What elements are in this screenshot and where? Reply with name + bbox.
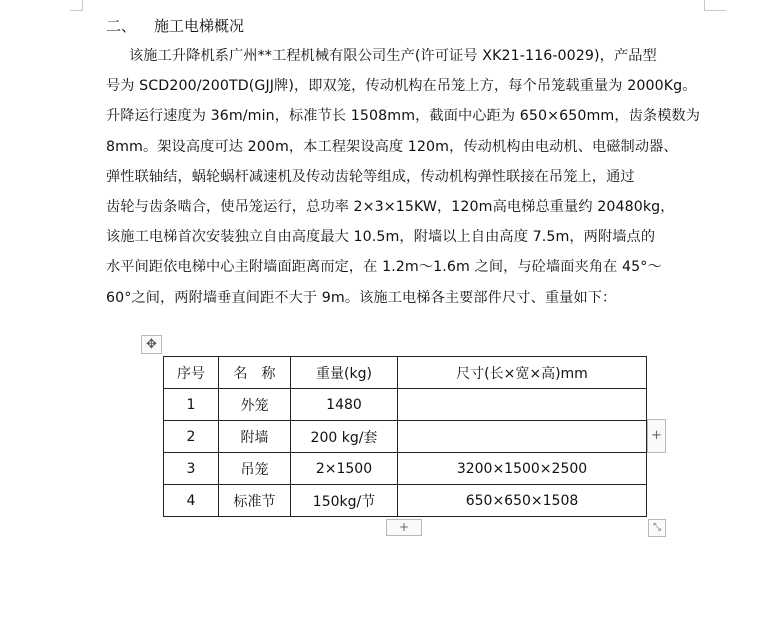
table-cell[interactable]: 150kg/节 — [291, 485, 398, 517]
table-cell[interactable] — [398, 421, 647, 453]
table-cell[interactable] — [398, 389, 647, 421]
table-cell[interactable]: 吊笼 — [219, 453, 291, 485]
paragraph-line: 弹性联轴结，蜗轮蜗杆减速机及传动齿轮等组成，传动机构弹性联接在吊笼上，通过 — [106, 168, 635, 185]
table-cell[interactable]: 3200×1500×2500 — [398, 453, 647, 485]
header-cell-index[interactable]: 序号 — [164, 357, 219, 389]
page-corner-mark-right — [704, 0, 705, 10]
paragraph-line: 该施工升降机系广州**工程机械有限公司生产(许可证号 XK21-116-0029)，产品型 — [129, 48, 657, 64]
header-cell-name[interactable]: 名 称 — [219, 357, 291, 389]
plus-icon: + — [398, 520, 410, 534]
table-move-handle[interactable] — [141, 335, 162, 354]
move-icon: ✥ — [146, 337, 157, 352]
paragraph-line: 8mm。架设高度可达 200m，本工程架设高度 120m，传动机构由电动机、电磁制动器、 — [106, 138, 678, 155]
overview-paragraph — [106, 41, 706, 313]
table-cell[interactable]: 200 kg/套 — [291, 421, 398, 453]
section-title: 施工电梯概况 — [154, 17, 245, 35]
table-cell[interactable]: 1 — [164, 389, 219, 421]
paragraph-line: 号为 SCD200/200TD(GJJ牌)，即双笼，传动机构在吊笼上方，每个吊笼载重量为 2000Kg。 — [106, 78, 697, 95]
table-row — [164, 389, 647, 421]
table-row — [164, 485, 647, 517]
table-cell[interactable]: 4 — [164, 485, 219, 517]
paragraph-line: 升降运行速度为 36m/min，标准节长 1508mm，截面中心距为 650×650mm，齿条模数为 — [106, 108, 701, 125]
table-cell[interactable]: 附墙 — [219, 421, 291, 453]
paragraph-line: 水平间距依电梯中心主附墙面距离而定，在 1.2m～1.6m 之间，与砼墙面夹角在 45°～ — [106, 259, 662, 276]
table-header-row — [164, 357, 647, 389]
table-cell[interactable]: 标准节 — [219, 485, 291, 517]
section-number: 二、 — [106, 17, 137, 35]
table-row — [164, 453, 647, 485]
page-corner-mark-left-h — [70, 10, 83, 11]
paragraph-line: 齿轮与齿条啮合，使吊笼运行，总功率 2×3×15KW，120m高电梯总重量约 20480kg， — [106, 198, 675, 215]
section-heading — [106, 14, 244, 38]
header-cell-size[interactable]: 尺寸(长×宽×高)mm — [398, 357, 647, 389]
page-corner-mark-right-h — [704, 10, 726, 11]
resize-icon: ⤡ — [653, 522, 661, 533]
table-row — [164, 421, 647, 453]
table-cell[interactable]: 2 — [164, 421, 219, 453]
header-cell-weight[interactable]: 重量(kg) — [291, 357, 398, 389]
table-cell[interactable]: 2×1500 — [291, 453, 398, 485]
paragraph-line: 60°之间，两附墙垂直间距不大于 9m。该施工电梯各主要部件尺寸、重量如下： — [106, 289, 617, 306]
table-cell[interactable]: 3 — [164, 453, 219, 485]
add-column-button[interactable] — [647, 419, 666, 453]
table-cell[interactable]: 外笼 — [219, 389, 291, 421]
table-resize-handle[interactable] — [648, 519, 666, 537]
add-row-button[interactable] — [386, 519, 422, 536]
table-cell[interactable]: 1480 — [291, 389, 398, 421]
table-cell[interactable]: 650×650×1508 — [398, 485, 647, 517]
page-corner-mark-left — [82, 0, 83, 10]
plus-icon: + — [651, 428, 662, 443]
component-spec-table — [163, 356, 647, 517]
paragraph-line: 该施工电梯首次安装独立自由高度最大 10.5m，附墙以上自由高度 7.5m，两附墙点的 — [106, 229, 656, 246]
